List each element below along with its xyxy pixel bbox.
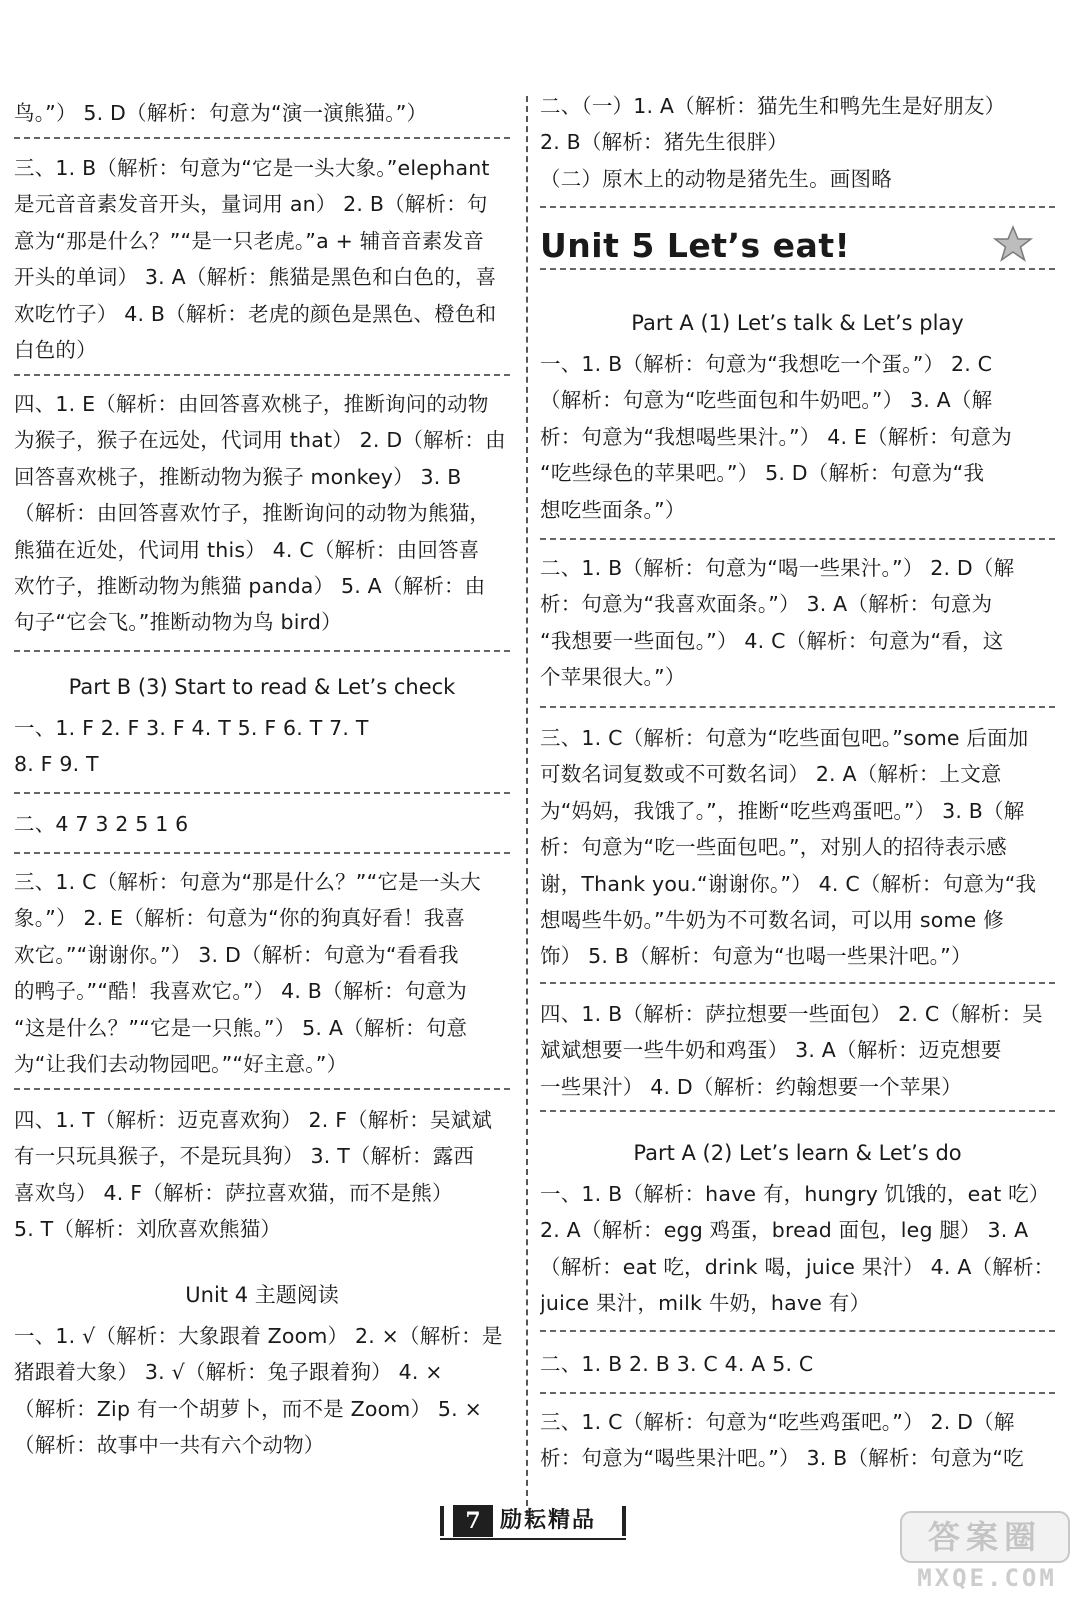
divider xyxy=(540,1330,1055,1332)
text-line: 喜欢鸟） 4. F（解析：萨拉喜欢猫，而不是熊） xyxy=(14,1180,453,1205)
text-line: juice 果汁，milk 牛奶，have 有） xyxy=(540,1291,871,1316)
text-line: 二、（一）1. A（解析：猫先生和鸭先生是好朋友） xyxy=(540,94,1006,118)
text-line: 鸟。”） 5. D（解析：句意为“演一演熊猫。”） xyxy=(14,101,428,125)
text-line: 三、1. C（解析：句意为“那是什么？”“它是一头大 xyxy=(14,870,481,894)
text-line: 开头的单词） 3. A（解析：熊猫是黑色和白色的，喜 xyxy=(14,265,497,290)
text-line: 2. B（解析：猪先生很胖） xyxy=(540,130,788,155)
text-line: 三、1. B（解析：句意为“它是一头大象。”elephant xyxy=(14,156,490,180)
divider xyxy=(540,268,1055,270)
footer-bar xyxy=(440,1506,444,1536)
text-line: “我想要一些面包。”） 4. C（解析：句意为“看，这 xyxy=(540,628,1004,653)
column-divider xyxy=(526,96,528,1516)
text-line: 一些果汁） 4. D（解析：约翰想要一个苹果） xyxy=(540,1074,962,1099)
text-line: 白色的） xyxy=(14,338,97,363)
text-line: 二、1. B 2. B 3. C 4. A 5. C xyxy=(540,1352,814,1376)
text-line: 有一只玩具猴子，不是玩具狗） 3. T（解析：露西 xyxy=(14,1144,475,1169)
text-line: 2. A（解析：egg 鸡蛋，bread 面包，leg 腿） 3. A xyxy=(540,1218,1029,1243)
text-line: 5. T（解析：刘欣喜欢熊猫） xyxy=(14,1217,282,1242)
text-line: （解析：Zip 有一个胡萝卜，而不是 Zoom） 5. × xyxy=(14,1396,482,1421)
text-line: 斌斌想要一些牛奶和鸡蛋） 3. A（解析：迈克想要 xyxy=(540,1038,1002,1063)
text-line: 可数名词复数或不可数名词） 2. A（解析：上文意 xyxy=(540,762,1002,787)
text-line: 8. F 9. T xyxy=(14,752,99,777)
divider xyxy=(14,137,510,139)
text-line: 四、1. E（解析：由回答喜欢桃子，推断询问的动物 xyxy=(14,392,489,416)
text-line: 谢，Thank you.“谢谢你。”） 4. C（解析：句意为“我 xyxy=(540,871,1037,896)
right-block-1 xyxy=(540,88,1055,197)
right-block-3 xyxy=(540,550,1055,696)
divider xyxy=(14,650,510,652)
divider xyxy=(14,374,510,376)
text-line: 二、4 7 3 2 5 1 6 xyxy=(14,812,189,836)
footer-underline xyxy=(440,1538,626,1540)
text-line: 个苹果很大。”） xyxy=(540,665,686,690)
text-line: （二）原木上的动物是猪先生。画图略 xyxy=(540,166,892,191)
left-block-5 xyxy=(14,806,510,842)
page-number: 7 xyxy=(453,1505,493,1537)
text-line: 想喝些牛奶。”牛奶为不可数名词，可以用 some 修 xyxy=(540,908,1004,933)
left-block-6 xyxy=(14,864,510,1082)
divider xyxy=(540,538,1055,540)
text-line: 四、1. B（解析：萨拉想要一些面包） 2. C（解析：吴 xyxy=(540,1002,1043,1026)
text-line: 欢吃竹子） 4. B（解析：老虎的颜色是黑色、橙色和 xyxy=(14,301,497,326)
text-line: 一、1. F 2. F 3. F 4. T 5. F 6. T 7. T xyxy=(14,716,369,740)
text-line: 是元音音素发音开头，量词用 an） 2. B（解析：句 xyxy=(14,192,488,217)
text-line: 一、1. √（解析：大象跟着 Zoom） 2. ×（解析：是 xyxy=(14,1324,503,1348)
text-line: 为“妈妈，我饿了。”，推断“吃些鸡蛋吧。”） 3. B（解 xyxy=(540,798,1025,823)
divider xyxy=(540,1392,1055,1394)
section-heading: Part A (2) Let’s learn & Let’s do xyxy=(633,1141,962,1165)
left-block-4 xyxy=(14,710,510,783)
star-icon xyxy=(993,224,1033,264)
text-line: 欢它。”“谢谢你。”） 3. D（解析：句意为“看看我 xyxy=(14,942,459,967)
text-line: （解析：eat 吃，drink 喝，juice 果汁） 4. A（解析： xyxy=(540,1254,1055,1279)
text-line: 句子“它会飞。”推断动物为鸟 bird） xyxy=(14,610,342,635)
right-block-2 xyxy=(540,346,1055,528)
footer-bar xyxy=(622,1506,626,1536)
text-line: 意为“那是什么？”“是一只老虎。”a + 辅音音素发音 xyxy=(14,228,484,253)
right-block-6 xyxy=(540,1176,1055,1322)
text-line: （解析：句意为“吃些面包和牛奶吧。”） 3. A（解 xyxy=(540,388,993,413)
text-line: （解析：由回答喜欢竹子，推断询问的动物为熊猫， xyxy=(14,501,491,526)
text-line: 析：句意为“喝些果汁吧。”） 3. B（解析：句意为“吃 xyxy=(540,1446,1024,1471)
section-heading: Part A (1) Let’s talk & Let’s play xyxy=(631,311,964,335)
brand-label: 励耘精品 xyxy=(500,1508,597,1533)
text-line: 三、1. C（解析：句意为“吃些面包吧。”some 后面加 xyxy=(540,726,1029,750)
watermark-url: MXQE.COM xyxy=(917,1564,1057,1592)
text-line: 饰） 5. B（解析：句意为“也喝一些果汁吧。”） xyxy=(540,944,972,969)
divider xyxy=(540,1110,1055,1112)
text-line: 为“让我们去动物园吧。”“好主意。”） xyxy=(14,1052,348,1077)
right-block-7 xyxy=(540,1346,1055,1382)
left-block-3 xyxy=(14,386,510,641)
left-block-7 xyxy=(14,1102,510,1248)
text-line: 析：句意为“我想喝些果汁。”） 4. E（解析：句意为 xyxy=(540,424,1012,449)
section-heading: Part B (3) Start to read & Let’s check xyxy=(68,675,456,699)
text-line: （解析：故事中一共有六个动物） xyxy=(14,1433,325,1458)
text-line: 四、1. T（解析：迈克喜欢狗） 2. F（解析：吴斌斌 xyxy=(14,1108,493,1132)
text-line: 想吃些面条。”） xyxy=(540,497,686,522)
text-line: 为猴子，猴子在远处，代词用 that） 2. D（解析：由 xyxy=(14,428,506,453)
text-line: 欢竹子，推断动物为熊猫 panda） 5. A（解析：由 xyxy=(14,574,486,599)
right-block-5 xyxy=(540,996,1055,1105)
right-block-8 xyxy=(540,1404,1055,1477)
text-line: 的鸭子。”“酷！我喜欢它。”） 4. B（解析：句意为 xyxy=(14,979,467,1004)
text-line: 猪跟着大象） 3. √（解析：兔子跟着狗） 4. × xyxy=(14,1360,443,1385)
left-block-1 xyxy=(14,95,510,131)
text-line: 三、1. C（解析：句意为“吃些鸡蛋吧。”） 2. D（解 xyxy=(540,1410,1015,1434)
divider xyxy=(540,982,1055,984)
divider xyxy=(14,1088,510,1090)
divider xyxy=(540,206,1055,208)
unit-title-text: Unit 5 Let’s eat! xyxy=(540,226,851,265)
divider xyxy=(14,792,510,794)
divider xyxy=(14,852,510,854)
right-block-4 xyxy=(540,720,1055,975)
divider xyxy=(540,706,1055,708)
text-line: 象。”） 2. E（解析：句意为“你的狗真好看！我喜 xyxy=(14,906,466,931)
text-line: 一、1. B（解析：句意为“我想吃一个蛋。”） 2. C xyxy=(540,352,993,376)
watermark-text: 答案圈 xyxy=(927,1518,1042,1556)
section-heading: Unit 4 主题阅读 xyxy=(185,1283,339,1307)
text-line: 析：句意为“我喜欢面条。”） 3. A（解析：句意为 xyxy=(540,592,993,617)
text-line: “这是什么？”“它是一只熊。”） 5. A（解析：句意 xyxy=(14,1015,468,1040)
left-block-8 xyxy=(14,1318,510,1464)
text-line: 回答喜欢桃子，推断动物为猴子 monkey） 3. B xyxy=(14,464,462,489)
text-line: 一、1. B（解析：have 有，hungry 饥饿的，eat 吃） xyxy=(540,1182,1050,1206)
unit-title xyxy=(540,224,1055,268)
text-line: 熊猫在近处，代词用 this） 4. C（解析：由回答喜 xyxy=(14,537,480,562)
text-line: 二、1. B（解析：句意为“喝一些果汁。”） 2. D（解 xyxy=(540,556,1015,580)
watermark xyxy=(895,1506,1075,1596)
left-block-2 xyxy=(14,150,510,368)
text-line: 析：句意为“吃一些面包吧。”，对别人的招待表示感 xyxy=(540,835,1007,860)
text-line: “吃些绿色的苹果吧。”） 5. D（解析：句意为“我 xyxy=(540,461,985,486)
